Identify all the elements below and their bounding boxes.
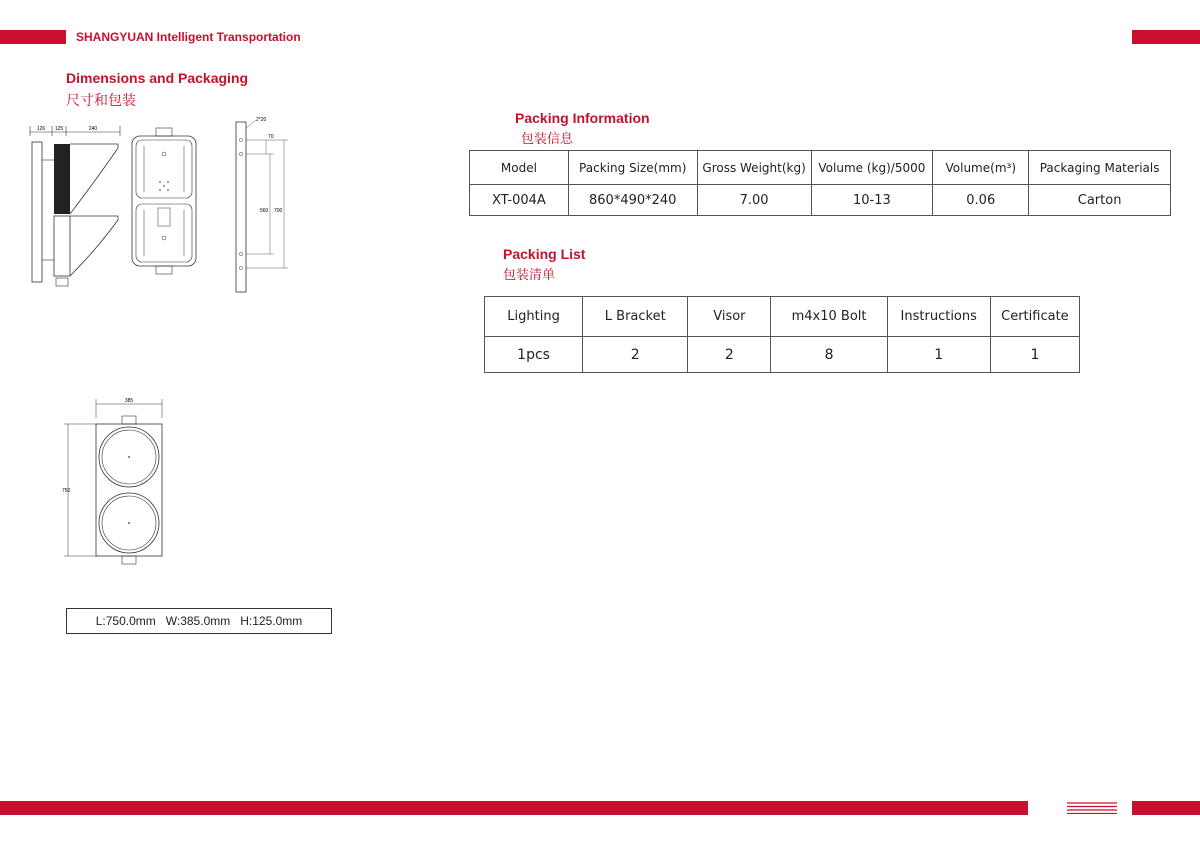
bracket-offset-label: 70 <box>268 134 274 140</box>
brand-name: SHANGYUAN Intelligent Transportation <box>76 30 301 44</box>
table-cell: 860*490*240 <box>568 185 697 216</box>
table-cell: 1 <box>887 337 990 373</box>
footer-bar-left <box>0 801 1028 815</box>
table-cell: 2 <box>583 337 688 373</box>
table-cell: 1 <box>990 337 1079 373</box>
front-width-label: 385 <box>124 398 134 404</box>
rear-view-drawing <box>126 126 202 276</box>
dimensions-title: Dimensions and Packaging <box>66 70 249 86</box>
packing-list-title: Packing List <box>503 246 586 262</box>
packing-info-title: Packing Information <box>515 110 650 126</box>
table-cell: 0.06 <box>933 185 1029 216</box>
side-width-3-label: 240 <box>88 126 98 132</box>
bracket-total-label: 700 <box>274 208 283 214</box>
header-cell: m4x10 Bolt <box>771 297 887 337</box>
header-cell: Model <box>470 151 569 185</box>
side-view-drawing <box>26 120 122 292</box>
footer-bar-right <box>1132 801 1200 815</box>
header-cell: L Bracket <box>583 297 688 337</box>
table-cell: 1pcs <box>485 337 583 373</box>
bracket-drawing <box>232 114 292 296</box>
dimensions-title-cn: 尺寸和包装 <box>66 93 136 109</box>
header-cell: Packaging Materials <box>1029 151 1171 185</box>
table-cell: 8 <box>771 337 887 373</box>
table-cell: 7.00 <box>697 185 811 216</box>
table-cell: XT-004A <box>470 185 569 216</box>
side-width-1-label: 126 <box>36 126 46 132</box>
table-row <box>470 185 1171 216</box>
table-cell: 10-13 <box>811 185 933 216</box>
header-cell: Certificate <box>990 297 1079 337</box>
header-cell: Lighting <box>485 297 583 337</box>
header-cell: Gross Weight(kg) <box>697 151 811 185</box>
dimensions-summary: L:750.0mm W:385.0mm H:125.0mm <box>66 608 332 634</box>
table-row <box>485 297 1080 337</box>
bracket-top-label: 2*20 <box>256 117 267 123</box>
front-view-drawing <box>58 396 170 568</box>
side-width-2-label: 125 <box>54 126 64 132</box>
table-row <box>470 151 1171 185</box>
front-height-label: 750 <box>62 488 71 494</box>
header-cell: Volume (kg)/5000 <box>811 151 933 185</box>
packing-info-title-cn: 包装信息 <box>521 132 574 147</box>
table-cell: 2 <box>688 337 771 373</box>
packing-info-table <box>469 150 1171 216</box>
header-bar-right <box>1132 30 1200 44</box>
header-bar-left <box>0 30 66 44</box>
header-cell: Packing Size(mm) <box>568 151 697 185</box>
table-cell: Carton <box>1029 185 1171 216</box>
header-cell: Volume(m³) <box>933 151 1029 185</box>
bracket-inner-label: 560 <box>260 208 269 214</box>
packing-list-table <box>484 296 1080 373</box>
packing-list-title-cn: 包装清单 <box>503 268 556 283</box>
menu-lines-icon <box>1067 802 1117 814</box>
table-row <box>485 337 1080 373</box>
header-cell: Visor <box>688 297 771 337</box>
header-cell: Instructions <box>887 297 990 337</box>
